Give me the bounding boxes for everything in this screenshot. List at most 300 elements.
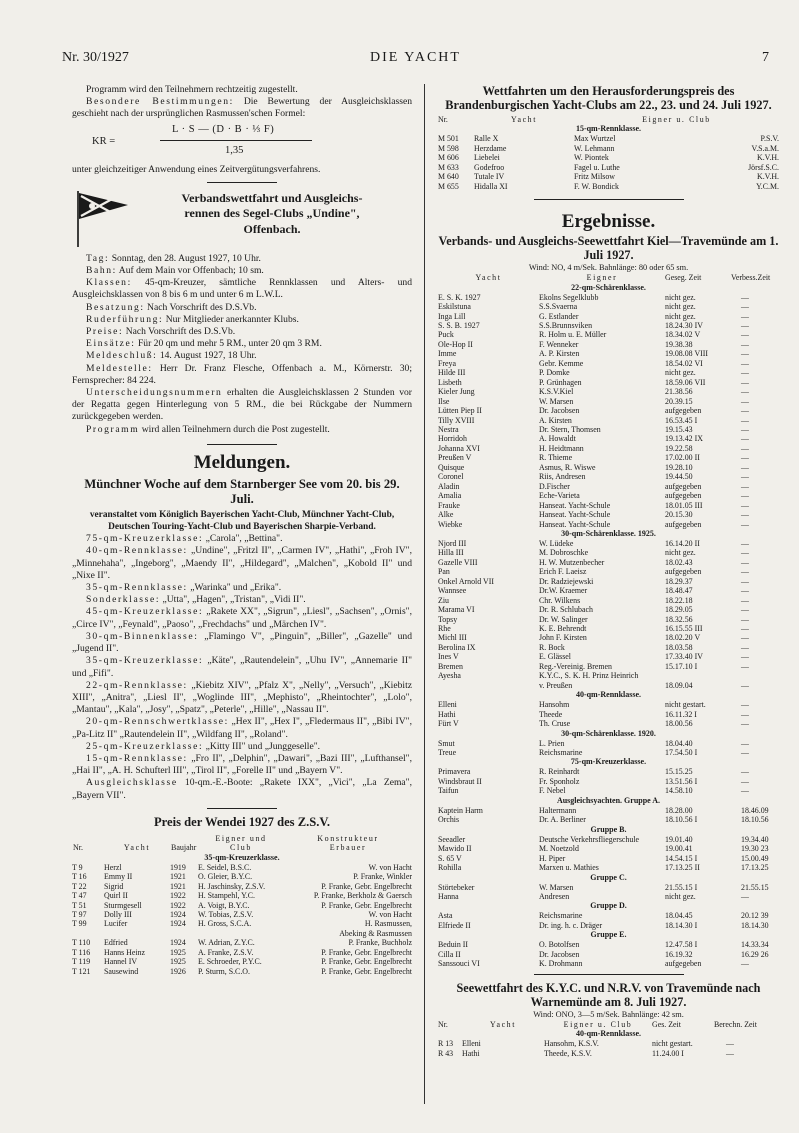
item-key: 35-qm-Kreuzerklasse: — [86, 655, 204, 667]
cell-konstr: P. Franke, Gebr. Engelbrecht — [321, 947, 412, 957]
cell-nr: T 116 — [72, 947, 91, 957]
cell-eigner: A. P. Kirsten — [539, 349, 580, 359]
cell-verb: — — [741, 311, 749, 321]
cell-eigner: Dr. Jacobsen — [539, 949, 580, 959]
cell-ges: 12.47.58 I — [665, 940, 698, 950]
cell-bj: 1925 — [170, 957, 186, 967]
table-row — [438, 359, 779, 368]
cell-yacht: Rohilla — [438, 863, 462, 873]
class-row — [438, 529, 779, 539]
table-row — [438, 710, 779, 719]
cell-verb — [731, 671, 779, 680]
table-header-row — [438, 273, 779, 282]
cell-yacht: Hilde III — [438, 368, 466, 378]
table-row — [72, 967, 412, 976]
cell-ges: 17.02.00 II — [665, 453, 700, 463]
entry-class — [72, 594, 412, 606]
cell-verb: — — [741, 719, 749, 729]
col-verbesserte-zeit: Verbess.Zeit — [731, 273, 771, 283]
entry-class — [72, 631, 412, 655]
table-row — [438, 748, 779, 757]
table-row — [438, 786, 779, 795]
table-row — [438, 472, 779, 481]
table-row — [438, 387, 779, 396]
cell-verb: — — [741, 415, 749, 425]
cell-eigner: Dr. ing. h. c. Dräger — [539, 920, 603, 930]
formula-note: unter gleichzeitiger Anwendung eines Zeitvergütungsverfahrens. — [72, 163, 321, 175]
cell-yacht: Ralle X — [474, 134, 499, 144]
cell-verb: — — [741, 302, 749, 312]
cell-yacht: Alke — [438, 510, 454, 520]
table-row — [438, 378, 779, 387]
class-row — [438, 901, 779, 911]
cell-verb: — — [741, 519, 749, 529]
cell-yacht: Hannel IV — [104, 957, 138, 967]
cell-bj: 1922 — [170, 900, 186, 910]
cell-yacht: Coronel — [438, 472, 464, 482]
cell-yacht: Inga Lill — [438, 311, 466, 321]
cell-yacht: Windsbraut II — [438, 776, 482, 786]
cell-yacht: Hidalla XI — [474, 181, 508, 191]
cell-verb: — — [741, 605, 749, 615]
brandenburg-title: Wettfahrten um den Herausforderungspreis des Brandenburgischen Yacht-Clubs am 22., 23. und 24. Juli 1927. — [445, 84, 772, 112]
table-row — [438, 950, 779, 959]
col-yacht: Yacht — [123, 842, 151, 852]
undine-detail — [72, 424, 412, 436]
kiel-results-table — [438, 273, 779, 969]
cell-ges: 17.54.50 I — [665, 748, 698, 758]
cell-verb: — — [741, 576, 749, 586]
cell-yacht: Ilse — [438, 396, 450, 406]
cell-yacht: Emmy II — [104, 872, 133, 882]
class-row — [438, 757, 779, 767]
cell-bj: 1922 — [170, 891, 186, 901]
cell-eigner: John F. Kirsten — [539, 633, 587, 643]
left-column — [72, 84, 412, 1113]
cell-yacht: Berolina IX — [438, 642, 476, 652]
cell-eigner: F. Nebel — [539, 786, 566, 796]
cell-ges: 18.04.40 — [665, 738, 693, 748]
item-value: „Carola", „Bettina". — [203, 533, 283, 545]
table-row — [438, 911, 779, 920]
cell-eigner: Hansohm — [539, 700, 570, 710]
cell-yacht: Sanssouci VI — [438, 959, 480, 969]
brandenburg-table — [438, 115, 779, 191]
cell-club: V.S.a.M. — [751, 143, 779, 153]
cell-yacht: Ines V — [438, 652, 459, 662]
class-label: 30-qm-Schärenklasse. 1920. — [561, 728, 656, 738]
cell-eigner: Erich F. Laeisz — [539, 567, 587, 577]
cell-ges: nicht gez. — [665, 311, 696, 321]
cell-eigner: v. Preußen — [539, 680, 573, 690]
cell-eigner: R. Thieme — [539, 453, 573, 463]
cell-yacht: Smut — [438, 738, 455, 748]
cell-verb: — — [741, 500, 749, 510]
item-key: Ausgleichsklasse — [86, 777, 178, 789]
col-yacht: Yacht — [475, 273, 502, 283]
table-row — [72, 948, 412, 957]
cell-verb: — — [741, 406, 749, 416]
cell-ges: 20.15.30 — [665, 510, 693, 520]
cell-ges: 18.34.02 V — [665, 330, 701, 340]
cell-eigner: Andresen — [539, 892, 570, 901]
cell-eigner: Gebr. Kemme — [539, 358, 584, 368]
table-row — [438, 539, 779, 548]
item-value: Sonntag, den 28. August 1927, 10 Uhr. — [109, 252, 261, 264]
cell-nr: T 119 — [72, 957, 91, 967]
cell-yacht: Cilla II — [438, 949, 461, 959]
cell-verb: — — [741, 339, 749, 349]
table-row — [438, 520, 779, 529]
cell-eigner: H. Heidtmann — [539, 443, 584, 453]
cell-eigner: Ekolns Segelklubb — [539, 292, 599, 302]
cell-ges: nicht gez. — [665, 292, 696, 302]
cell-yacht: Elleni — [462, 1039, 481, 1049]
table-row — [438, 491, 779, 500]
item-value: „Warinka" und „Erika". — [187, 582, 282, 594]
cell-ges: 14.58.10 — [665, 786, 693, 796]
table-row — [438, 892, 779, 901]
item-value: 14. August 1927, 18 Uhr. — [157, 350, 257, 362]
cell-ges: 20.39.15 — [665, 396, 693, 406]
cell-ges: 18.09.04 — [665, 680, 693, 690]
cell-verb: — — [741, 624, 749, 634]
cell-eigner: W. Adrian, Z.Y.C. — [198, 938, 255, 948]
class-row — [438, 873, 779, 883]
cell-eigner: K. Drohmann — [539, 959, 583, 969]
kiel-wind: Wind: NO, 4 m/Sek. Bahnlänge: 80 oder 65 sm. — [528, 263, 689, 273]
col-berechnete-zeit: Berechn. Zeit — [714, 1019, 757, 1029]
cell-eigner: R. Holm u. E. Müller — [539, 330, 607, 340]
cell-eigner: E. Glässel — [539, 652, 571, 662]
cell-ges: 13.51.56 I — [665, 776, 698, 786]
cell-yacht: Quirl II — [104, 891, 128, 901]
table-row — [438, 1049, 779, 1058]
separator — [534, 199, 684, 200]
cell-ges: 18.32.56 — [665, 614, 693, 624]
table-row — [438, 835, 779, 844]
col-konstrukteur: Konstrukteur Erbauer — [317, 833, 379, 852]
cell-verb: — — [741, 424, 749, 434]
cell-verb: — — [741, 443, 749, 453]
table-row — [438, 163, 779, 172]
item-key: 25-qm-Kreuzerklasse: — [86, 740, 204, 752]
item-value: „Hex II", „Hex I", „Fledermaus II", „Bibi IV", „Pa-Litz II" „Rautendelein II", „Wildfang II", „Roland". — [72, 716, 412, 740]
cell-eigner: H. Gross, S.C.A. — [198, 919, 252, 929]
cell-ges: 18.10.56 I — [665, 815, 698, 825]
class-row — [438, 283, 779, 293]
cell-eigner — [198, 929, 284, 938]
table-header-row — [438, 1020, 779, 1029]
cell-eigner: A. Howaldt — [539, 434, 576, 444]
entry-class — [72, 716, 412, 740]
col-nr: Nr. — [438, 1019, 448, 1029]
cell-verb: — — [741, 786, 749, 796]
table-row — [438, 633, 779, 642]
table-row — [438, 739, 779, 748]
table-row — [72, 957, 412, 966]
table-row — [438, 330, 779, 339]
entry-class — [72, 680, 412, 717]
cell-eigner: Reichsmarine — [539, 748, 583, 758]
table-row — [438, 406, 779, 415]
table-row — [438, 567, 779, 576]
meldungen-organizer: veranstaltet vom Königlich Bayerischen Yacht-Club, Münchner Yacht-Club, Deutschen Touring-Yacht-Club und Bayerischen Sharpie-Verband. — [89, 509, 395, 533]
item-value: Nur Mitglieder anerkannter Klubs. — [163, 313, 299, 325]
entry-class — [72, 777, 412, 801]
cell-ges: 16.11.32 I — [665, 709, 697, 719]
cell-ges: 11.24.00 I — [652, 1048, 684, 1058]
cell-nr: M 598 — [438, 143, 459, 153]
cell-yacht: S. S. B. 1927 — [438, 320, 480, 330]
cell-yacht: Kaptein Harm — [438, 805, 483, 815]
cell-ges: aufgegeben — [665, 567, 702, 577]
cell-yacht: Elfriede II — [438, 920, 471, 930]
cell-ges: 18.29.05 — [665, 605, 693, 615]
class-row — [438, 930, 779, 940]
cell-verb: — — [741, 358, 749, 368]
cell-eigner: W. Lüdeke — [539, 538, 574, 548]
item-key: Klassen: — [86, 277, 132, 289]
entry-class — [72, 606, 412, 630]
cell-nr: T 16 — [72, 872, 87, 882]
separator — [534, 974, 684, 975]
travemuende-title: Seewettfahrt des K.Y.C. und N.R.V. von Travemünde nach Warnemünde am 8. Juli 1927. — [456, 980, 761, 1009]
cell-yacht: Wannsee — [438, 586, 467, 596]
cell-konstr: P. Franke, Winkler — [353, 872, 412, 882]
item-value: 10-qm.-E.-Boote: „Rakete IXX", „Vici", „La Zema", „Bayern VII". — [72, 777, 412, 801]
entry-class — [72, 582, 412, 594]
cell-yacht: Eskilstuna — [438, 302, 471, 312]
cell-yacht: Lucifer — [104, 919, 128, 929]
cell-verb: — — [741, 776, 749, 786]
cell-eigner: Hanseat. Yacht-Schule — [539, 519, 611, 529]
cell-ges: 18.48.47 — [665, 586, 693, 596]
class-label: 15-qm-Rennklasse. — [575, 124, 642, 134]
table-row — [438, 605, 779, 614]
formula-numerator: L · S — (D · B · ⅓ F) — [172, 123, 275, 135]
cell-ges: nicht gez. — [665, 302, 696, 312]
item-key: Bahn: — [86, 265, 117, 277]
cell-verb: — — [741, 614, 749, 624]
cell-verb: — — [741, 680, 749, 690]
cell-verb: — — [741, 453, 749, 463]
cell-nr: R 43 — [438, 1048, 454, 1058]
cell-yacht: Tutale IV — [474, 172, 505, 182]
table-row — [438, 444, 779, 453]
cell-ges: 18.02.43 — [665, 557, 693, 567]
undine-detail — [72, 338, 412, 350]
cell-ges: 16.15.55 III — [665, 624, 703, 634]
class-label: 75-qm-Kreuzerklasse. — [570, 757, 647, 767]
undine-detail — [72, 350, 412, 362]
table-row — [438, 302, 779, 311]
item-key: 22-qm-Rennklasse: — [86, 679, 188, 691]
item-key: Sonderklasse: — [86, 594, 161, 606]
cell-yacht: Amalia — [438, 491, 462, 501]
cell-bj: 1924 — [170, 938, 186, 948]
cell-verb: — — [741, 567, 749, 577]
cell-ber: — — [726, 1048, 734, 1058]
cell-verb: 20.12 39 — [741, 911, 769, 921]
cell-yacht: Störtebeker — [438, 882, 475, 892]
cell-verb: — — [741, 538, 749, 548]
class-label: Ausgleichsyachten. Gruppe A. — [556, 795, 661, 805]
cell-ges: 15.17.10 I — [665, 661, 698, 671]
entry-class — [72, 753, 412, 777]
cell-ges: 18.59.06 VII — [665, 377, 706, 387]
cell-ges: nicht gez. — [665, 548, 696, 558]
cell-verb: 17.13.25 — [741, 863, 769, 873]
cell-yacht: Bremen — [438, 661, 463, 671]
class-row — [438, 796, 779, 806]
item-value: wird allen Teilnehmern durch die Post zugestellt. — [139, 423, 330, 435]
cell-verb: 16.29 26 — [741, 949, 769, 959]
cell-yacht: Hathi — [438, 709, 456, 719]
class-label: 35-qm-Kreuzerklasse. — [204, 852, 280, 862]
cell-nr: M 640 — [438, 172, 459, 182]
cell-konstr: P. Franke, Gebr. Engelbrecht — [321, 957, 412, 967]
table-row — [438, 854, 779, 863]
cell-yacht: Frauke — [438, 500, 460, 510]
cell-yacht: Orchis — [438, 815, 460, 825]
table-row — [438, 806, 779, 815]
cell-yacht: Marama VI — [438, 605, 475, 615]
cell-verb: 15.00.49 — [741, 853, 769, 863]
cell-verb: — — [741, 349, 749, 359]
table-row — [72, 919, 412, 928]
undine-detail — [72, 326, 412, 338]
table-row — [438, 312, 779, 321]
issue-number: Nr. 30/1927 — [62, 50, 129, 65]
cell-ges: nicht gez. — [665, 892, 696, 901]
cell-verb: — — [741, 748, 749, 758]
cell-konstr: Abeking & Rasmussen — [339, 928, 412, 938]
cell-nr: M 606 — [438, 153, 459, 163]
formula-lhs: KR = — [92, 135, 116, 147]
cell-verb: — — [741, 368, 749, 378]
cell-yacht: Hilla III — [438, 548, 464, 558]
cell-eigner: Deutsche Verkehrsfliegerschule — [539, 834, 639, 844]
table-row — [438, 548, 779, 557]
cell-ges: 19.00.41 — [665, 844, 693, 854]
cell-verb: — — [741, 586, 749, 596]
cell-konstr: W. von Hacht — [368, 862, 412, 872]
table-row — [438, 425, 779, 434]
cell-eigner: Fritz Milsow — [574, 172, 615, 182]
cell-eigner: Marxen u. Mathies — [539, 863, 599, 873]
col-yacht: Yacht — [489, 1019, 517, 1029]
cell-ges: 21.55.15 I — [665, 882, 698, 892]
cell-yacht: Gazelle VIII — [438, 557, 478, 567]
class-row — [438, 729, 779, 739]
cell-yacht: Tilly XVIII — [438, 415, 475, 425]
cell-bj: 1919 — [170, 862, 186, 872]
undine-detail — [72, 265, 412, 277]
cell-club: P.S.V. — [760, 134, 779, 144]
cell-ges: 18.54.02 VI — [665, 358, 703, 368]
cell-verb: — — [741, 292, 749, 302]
cell-ges: 19.08.08 VIII — [665, 349, 709, 359]
cell-nr: M 633 — [438, 162, 459, 172]
rasmussen-formula — [72, 123, 412, 163]
col-gesegelte-zeit: Geseg. Zeit — [665, 273, 702, 283]
cell-eigner: Haltermann — [539, 805, 577, 815]
col-eigner: Eigner und Club — [215, 833, 267, 852]
table-row — [438, 624, 779, 633]
class-label: Gruppe B. — [590, 824, 627, 834]
cell-eigner: Dr.W. Kraemer — [539, 586, 588, 596]
cell-verb: — — [741, 462, 749, 472]
cell-eigner: Dr. W. Salinger — [539, 614, 588, 624]
cell-nr: T 22 — [72, 881, 87, 891]
cell-bj: 1926 — [170, 966, 186, 976]
cell-verb: 19.30 23 — [741, 844, 769, 854]
undine-details — [72, 253, 412, 436]
cell-nr: R 13 — [438, 1039, 454, 1049]
cell-yacht: Michl III — [438, 633, 467, 643]
cell-verb: — — [741, 633, 749, 643]
cell-club: Jörsf.S.C. — [748, 162, 779, 172]
table-row — [438, 321, 779, 330]
table-row — [438, 1039, 779, 1048]
item-key: 40-qm-Rennklasse: — [86, 545, 188, 557]
table-row — [438, 652, 779, 661]
item-value: „Undine", „Fritzl II", „Carmen IV", „Hathi", „Froh IV", „Minnehaha", „Ingeborg", „Maendy II", „Hildegard", „Malchen", „Kobold II" und „Nixe II". — [72, 545, 412, 581]
col-baujahr: Baujahr — [171, 842, 197, 852]
cell-verb: 18.10.56 — [741, 815, 769, 825]
bestimmungen-key: Besondere Bestimmungen: — [86, 96, 234, 108]
table-row — [438, 368, 779, 377]
table-row — [438, 719, 779, 728]
item-key: 20-qm-Rennschwertklasse: — [86, 716, 229, 728]
cell-yacht: Onkel Arnold VII — [438, 576, 494, 586]
table-row — [438, 959, 779, 968]
cell-yacht: Edfried — [104, 938, 128, 948]
table-row — [438, 144, 779, 153]
entry-class — [72, 741, 412, 753]
table-row — [438, 416, 779, 425]
cell-yacht: Godefroo — [474, 162, 505, 172]
table-row — [438, 643, 779, 652]
table-row — [72, 863, 412, 872]
cell-ges: aufgegeben — [665, 491, 702, 501]
cell-eigner: H. Stampehl, Y.C. — [198, 891, 255, 901]
cell-eigner: E. Seidel, B.S.C. — [198, 862, 252, 872]
entry-class — [72, 533, 412, 545]
cell-eigner: Eche-Varieta — [539, 491, 580, 501]
cell-eigner: Chr. Wilkens — [539, 595, 581, 605]
cell-yacht: Nestra — [438, 424, 459, 434]
column-divider — [424, 84, 425, 1104]
cell-yacht: Hathi — [462, 1048, 480, 1058]
item-value: erhalten die Ausgleichsklassen 2 Stunden vor der Regatta gegen Hinterlegung von 5 RM., die bei Rückgabe der Nummern zurückgegeben werden. — [72, 387, 412, 423]
cell-yacht: Dolly III — [104, 910, 132, 919]
cell-eigner: O. Botolfsen — [539, 940, 580, 950]
cell-eigner: Max Wurtzel — [574, 134, 616, 144]
cell-eigner: Theede, K.S.V. — [544, 1048, 592, 1058]
cell-eigner: R. Bock — [539, 642, 565, 652]
cell-yacht: Ayesha — [438, 671, 461, 681]
table-row — [438, 172, 779, 181]
cell-ges: 18.22.18 — [665, 595, 693, 605]
table-header-row — [72, 833, 412, 853]
cell-eigner: W. Marsen — [539, 882, 574, 892]
table-row — [438, 558, 779, 567]
class-label: 40-qm-Rennklasse. — [575, 690, 642, 700]
cell-yacht: Johanna XVI — [438, 443, 480, 453]
table-row — [438, 434, 779, 443]
